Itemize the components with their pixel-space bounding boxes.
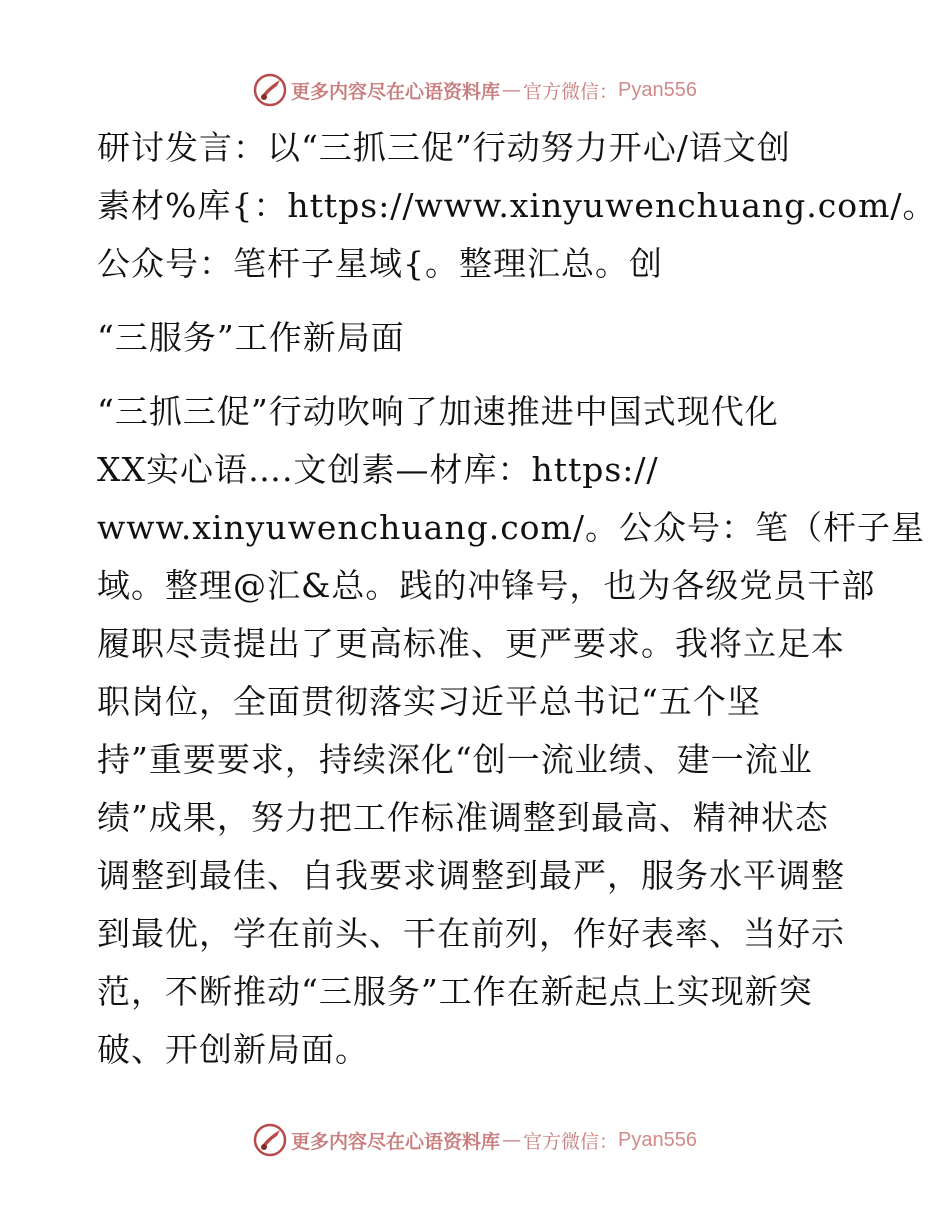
text-line: 绩”成果，努力把工作标准调整到最高、精神状态 [97,798,829,837]
text-line: 职岗位，全面贯彻落实习近平总书记“五个坚 [97,682,761,721]
section-heading: “三服务”工作新局面 [97,318,405,357]
banner-separator: — [502,1129,522,1151]
header-watermark-banner [0,70,950,110]
text-line: 破、开创新局面。 [97,1030,369,1069]
banner-wechat-label: 官方微信： [523,80,619,103]
text-line: XX实心语….文创素—材库：https:// [97,450,659,489]
text-line: 调整到最佳、自我要求调整到最严，服务水平调整 [97,856,845,895]
banner-site-text: 更多内容尽在心语资料库 [291,80,501,103]
text-line: 域。整理@汇&总。践的冲锋号，也为各级党员干部 [97,566,876,605]
banner-wechat-label: 官方微信： [523,1130,619,1153]
text-line: 持”重要要求，持续深化“创一流业绩、建一流业 [97,740,813,779]
brush-logo-icon [253,73,287,107]
text-line: 公众号：笔杆子星域{。整理汇总。创 [97,244,663,283]
banner-separator: — [502,79,522,101]
footer-watermark-banner [0,1120,950,1160]
banner-site-text: 更多内容尽在心语资料库 [291,1130,501,1153]
text-line: 研讨发言：以“三抓三促”行动努力开心/语文创 [97,128,791,167]
text-line: 范，不断推动“三服务”工作在新起点上实现新突 [97,972,813,1011]
text-line: 履职尽责提出了更高标准、更严要求。我将立足本 [97,624,845,663]
banner-wechat-id: Pyan556 [618,1128,697,1151]
text-line: 素材%库{：https://www.xinyuwenchuang.com/。 [97,186,937,225]
banner-wechat-id: Pyan556 [618,78,697,101]
text-line: “三抓三促”行动吹响了加速推进中国式现代化 [97,392,779,431]
text-line: www.xinyuwenchuang.com/。公众号：笔（杆子星 [97,508,925,547]
brush-logo-icon [253,1123,287,1157]
text-line: 到最优，学在前头、干在前列，作好表率、当好示 [97,914,845,953]
